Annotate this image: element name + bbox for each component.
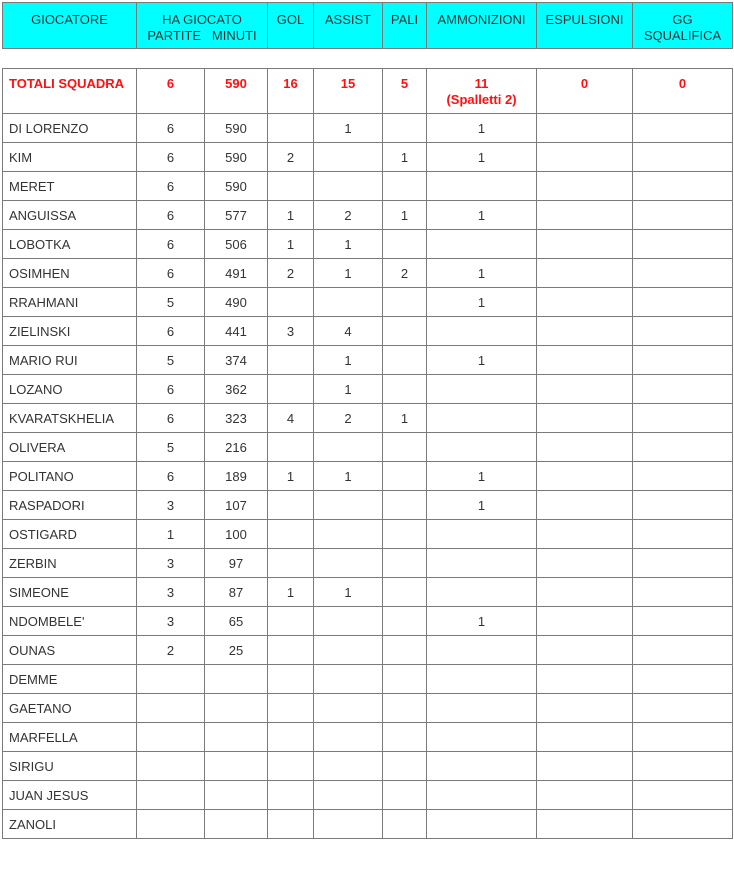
player-goals <box>268 694 314 723</box>
player-suspension <box>633 259 733 288</box>
player-yellow <box>427 578 537 607</box>
player-assists: 1 <box>314 230 383 259</box>
player-yellow <box>427 810 537 839</box>
totals-assists: 15 <box>314 69 383 114</box>
player-assists: 2 <box>314 201 383 230</box>
player-yellow <box>427 520 537 549</box>
table-row <box>3 404 733 433</box>
player-yellow: 1 <box>427 607 537 636</box>
player-assists <box>314 723 383 752</box>
player-yellow <box>427 375 537 404</box>
player-yellow <box>427 230 537 259</box>
player-minutes: 107 <box>205 491 268 520</box>
table-row <box>3 520 733 549</box>
player-games: 5 <box>137 288 205 317</box>
player-minutes <box>205 752 268 781</box>
player-red <box>537 462 633 491</box>
player-goals <box>268 346 314 375</box>
player-games <box>137 810 205 839</box>
header-played-line1: HA GIOCATO <box>162 12 242 27</box>
player-name: DI LORENZO <box>3 114 137 143</box>
player-posts <box>383 752 427 781</box>
player-posts <box>383 549 427 578</box>
player-name: ZANOLI <box>3 810 137 839</box>
player-goals <box>268 549 314 578</box>
player-games <box>137 781 205 810</box>
player-assists: 1 <box>314 346 383 375</box>
player-assists <box>314 143 383 172</box>
player-goals: 4 <box>268 404 314 433</box>
stats-table <box>2 68 733 839</box>
table-row <box>3 259 733 288</box>
player-assists <box>314 665 383 694</box>
player-yellow <box>427 317 537 346</box>
player-assists: 1 <box>314 375 383 404</box>
table-row <box>3 607 733 636</box>
player-yellow <box>427 752 537 781</box>
player-goals: 1 <box>268 230 314 259</box>
player-suspension <box>633 288 733 317</box>
player-assists: 4 <box>314 317 383 346</box>
player-red <box>537 723 633 752</box>
player-name: MERET <box>3 172 137 201</box>
player-yellow <box>427 781 537 810</box>
player-minutes: 491 <box>205 259 268 288</box>
player-goals <box>268 636 314 665</box>
player-yellow <box>427 404 537 433</box>
player-minutes: 323 <box>205 404 268 433</box>
player-name: RRAHMANI <box>3 288 137 317</box>
player-minutes: 490 <box>205 288 268 317</box>
player-suspension <box>633 172 733 201</box>
player-posts <box>383 781 427 810</box>
player-suspension <box>633 317 733 346</box>
player-minutes <box>205 810 268 839</box>
player-games: 3 <box>137 549 205 578</box>
player-suspension <box>633 201 733 230</box>
player-red <box>537 143 633 172</box>
player-name: OSIMHEN <box>3 259 137 288</box>
player-yellow: 1 <box>427 143 537 172</box>
player-games: 6 <box>137 143 205 172</box>
table-row <box>3 230 733 259</box>
player-games: 2 <box>137 636 205 665</box>
player-red <box>537 607 633 636</box>
player-red <box>537 346 633 375</box>
player-suspension <box>633 520 733 549</box>
player-suspension <box>633 404 733 433</box>
player-name: SIMEONE <box>3 578 137 607</box>
player-assists <box>314 172 383 201</box>
player-red <box>537 578 633 607</box>
player-goals <box>268 723 314 752</box>
player-assists <box>314 694 383 723</box>
player-assists: 2 <box>314 404 383 433</box>
player-name: OSTIGARD <box>3 520 137 549</box>
player-posts <box>383 172 427 201</box>
player-minutes: 216 <box>205 433 268 462</box>
table-row <box>3 665 733 694</box>
player-goals <box>268 491 314 520</box>
player-posts <box>383 375 427 404</box>
player-red <box>537 288 633 317</box>
totals-yellow-note: (Spalletti 2) <box>446 92 517 107</box>
player-assists <box>314 752 383 781</box>
player-red <box>537 172 633 201</box>
table-row <box>3 433 733 462</box>
player-assists: 1 <box>314 114 383 143</box>
player-goals <box>268 665 314 694</box>
player-posts <box>383 346 427 375</box>
player-goals <box>268 288 314 317</box>
player-posts <box>383 114 427 143</box>
player-suspension <box>633 578 733 607</box>
table-row <box>3 346 733 375</box>
player-posts <box>383 636 427 665</box>
player-suspension <box>633 694 733 723</box>
table-row <box>3 752 733 781</box>
player-suspension <box>633 665 733 694</box>
player-yellow <box>427 665 537 694</box>
player-goals: 3 <box>268 317 314 346</box>
table-row <box>3 810 733 839</box>
player-suspension <box>633 230 733 259</box>
player-yellow: 1 <box>427 491 537 520</box>
player-posts <box>383 491 427 520</box>
totals-suspension: 0 <box>633 69 733 114</box>
player-suspension <box>633 114 733 143</box>
player-red <box>537 375 633 404</box>
header-suspension-line2: SQUALIFICA <box>643 28 722 43</box>
player-yellow: 1 <box>427 288 537 317</box>
player-suspension <box>633 636 733 665</box>
player-minutes: 100 <box>205 520 268 549</box>
player-name: POLITANO <box>3 462 137 491</box>
table-row <box>3 201 733 230</box>
player-games <box>137 723 205 752</box>
player-yellow: 1 <box>427 114 537 143</box>
player-games: 6 <box>137 259 205 288</box>
player-name: ZIELINSKI <box>3 317 137 346</box>
player-assists <box>314 491 383 520</box>
player-goals <box>268 752 314 781</box>
player-goals <box>268 607 314 636</box>
table-row <box>3 636 733 665</box>
player-red <box>537 665 633 694</box>
player-assists <box>314 607 383 636</box>
player-games: 6 <box>137 172 205 201</box>
player-name: MARIO RUI <box>3 346 137 375</box>
player-red <box>537 201 633 230</box>
player-assists <box>314 636 383 665</box>
player-posts <box>383 607 427 636</box>
player-posts <box>383 578 427 607</box>
player-yellow <box>427 433 537 462</box>
table-row <box>3 288 733 317</box>
table-row <box>3 114 733 143</box>
player-name: ANGUISSA <box>3 201 137 230</box>
player-games: 6 <box>137 317 205 346</box>
totals-name: TOTALI SQUADRA <box>3 69 137 114</box>
header-assists: ASSIST <box>314 3 383 49</box>
player-games <box>137 665 205 694</box>
player-yellow <box>427 723 537 752</box>
player-name: RASPADORI <box>3 491 137 520</box>
player-name: SIRIGU <box>3 752 137 781</box>
player-posts <box>383 317 427 346</box>
player-red <box>537 520 633 549</box>
header-red-cards: ESPULSIONI <box>537 3 633 49</box>
player-games: 6 <box>137 462 205 491</box>
player-posts: 2 <box>383 259 427 288</box>
table-row <box>3 694 733 723</box>
player-minutes: 577 <box>205 201 268 230</box>
player-name: KVARATSKHELIA <box>3 404 137 433</box>
player-goals <box>268 520 314 549</box>
player-minutes <box>205 781 268 810</box>
player-red <box>537 752 633 781</box>
player-suspension <box>633 433 733 462</box>
totals-yellow-count: 11 <box>474 76 489 91</box>
player-red <box>537 114 633 143</box>
player-yellow: 1 <box>427 346 537 375</box>
player-goals: 2 <box>268 259 314 288</box>
player-yellow <box>427 636 537 665</box>
player-posts <box>383 665 427 694</box>
player-name: OUNAS <box>3 636 137 665</box>
player-goals <box>268 433 314 462</box>
player-goals <box>268 810 314 839</box>
player-posts <box>383 810 427 839</box>
player-minutes: 87 <box>205 578 268 607</box>
player-yellow <box>427 549 537 578</box>
player-goals <box>268 375 314 404</box>
player-games <box>137 752 205 781</box>
player-assists <box>314 810 383 839</box>
player-posts <box>383 230 427 259</box>
player-games: 6 <box>137 114 205 143</box>
player-assists: 1 <box>314 259 383 288</box>
player-minutes: 590 <box>205 143 268 172</box>
player-name: MARFELLA <box>3 723 137 752</box>
player-minutes: 374 <box>205 346 268 375</box>
player-goals: 1 <box>268 201 314 230</box>
player-minutes: 590 <box>205 114 268 143</box>
player-suspension <box>633 752 733 781</box>
player-yellow: 1 <box>427 462 537 491</box>
table-row <box>3 578 733 607</box>
table-row <box>3 491 733 520</box>
player-games: 6 <box>137 375 205 404</box>
player-posts <box>383 288 427 317</box>
player-games: 6 <box>137 230 205 259</box>
player-name: DEMME <box>3 665 137 694</box>
player-assists <box>314 549 383 578</box>
player-goals: 1 <box>268 578 314 607</box>
player-assists <box>314 781 383 810</box>
player-minutes: 97 <box>205 549 268 578</box>
header-played-line2: PARTITE MINUTI <box>147 28 257 43</box>
player-minutes: 506 <box>205 230 268 259</box>
player-goals <box>268 172 314 201</box>
player-minutes <box>205 723 268 752</box>
player-name: NDOMBELE' <box>3 607 137 636</box>
header-suspension-line1: GG <box>672 12 693 27</box>
player-red <box>537 230 633 259</box>
player-red <box>537 491 633 520</box>
player-red <box>537 259 633 288</box>
totals-red: 0 <box>537 69 633 114</box>
table-row <box>3 462 733 491</box>
player-games: 5 <box>137 346 205 375</box>
totals-minutes: 590 <box>205 69 268 114</box>
header-posts: PALI <box>383 3 427 49</box>
header-suspension <box>633 3 733 49</box>
player-suspension <box>633 375 733 404</box>
player-games: 6 <box>137 404 205 433</box>
table-row <box>3 317 733 346</box>
player-minutes: 25 <box>205 636 268 665</box>
player-minutes: 362 <box>205 375 268 404</box>
player-assists: 1 <box>314 462 383 491</box>
player-posts <box>383 462 427 491</box>
table-row <box>3 723 733 752</box>
player-yellow <box>427 172 537 201</box>
player-red <box>537 636 633 665</box>
player-suspension <box>633 462 733 491</box>
player-assists <box>314 433 383 462</box>
table-row <box>3 143 733 172</box>
totals-yellow <box>427 69 537 114</box>
player-suspension <box>633 810 733 839</box>
player-minutes: 189 <box>205 462 268 491</box>
totals-games: 6 <box>137 69 205 114</box>
player-goals: 1 <box>268 462 314 491</box>
player-minutes: 590 <box>205 172 268 201</box>
player-games: 3 <box>137 491 205 520</box>
player-red <box>537 317 633 346</box>
player-assists <box>314 288 383 317</box>
player-red <box>537 404 633 433</box>
player-name: LOBOTKA <box>3 230 137 259</box>
table-row <box>3 172 733 201</box>
player-name: ZERBIN <box>3 549 137 578</box>
player-posts <box>383 723 427 752</box>
player-red <box>537 433 633 462</box>
player-posts: 1 <box>383 404 427 433</box>
player-suspension <box>633 723 733 752</box>
player-name: KIM <box>3 143 137 172</box>
player-games: 6 <box>137 201 205 230</box>
player-red <box>537 549 633 578</box>
player-name: OLIVERA <box>3 433 137 462</box>
player-goals <box>268 114 314 143</box>
player-name: LOZANO <box>3 375 137 404</box>
player-suspension <box>633 346 733 375</box>
player-games: 1 <box>137 520 205 549</box>
player-games <box>137 694 205 723</box>
player-posts: 1 <box>383 143 427 172</box>
player-yellow <box>427 694 537 723</box>
player-suspension <box>633 607 733 636</box>
player-suspension <box>633 143 733 172</box>
player-goals: 2 <box>268 143 314 172</box>
player-posts: 1 <box>383 201 427 230</box>
table-row <box>3 375 733 404</box>
table-row <box>3 781 733 810</box>
player-suspension <box>633 491 733 520</box>
player-minutes: 65 <box>205 607 268 636</box>
player-minutes <box>205 694 268 723</box>
player-games: 3 <box>137 578 205 607</box>
player-name: JUAN JESUS <box>3 781 137 810</box>
player-suspension <box>633 781 733 810</box>
player-games: 5 <box>137 433 205 462</box>
player-red <box>537 781 633 810</box>
header-table <box>2 2 733 49</box>
player-suspension <box>633 549 733 578</box>
table-row <box>3 549 733 578</box>
header-yellow-cards: AMMONIZIONI <box>427 3 537 49</box>
totals-row <box>3 69 733 114</box>
player-posts <box>383 520 427 549</box>
player-games: 3 <box>137 607 205 636</box>
player-minutes: 441 <box>205 317 268 346</box>
player-name: GAETANO <box>3 694 137 723</box>
player-goals <box>268 781 314 810</box>
player-red <box>537 810 633 839</box>
header-goals: GOL <box>268 3 314 49</box>
player-yellow: 1 <box>427 259 537 288</box>
player-minutes <box>205 665 268 694</box>
totals-goals: 16 <box>268 69 314 114</box>
player-red <box>537 694 633 723</box>
header-player: GIOCATORE <box>3 3 137 49</box>
totals-posts: 5 <box>383 69 427 114</box>
player-posts <box>383 433 427 462</box>
player-yellow: 1 <box>427 201 537 230</box>
player-assists: 1 <box>314 578 383 607</box>
player-posts <box>383 694 427 723</box>
header-row <box>3 3 733 49</box>
header-played <box>137 3 268 49</box>
player-assists <box>314 520 383 549</box>
